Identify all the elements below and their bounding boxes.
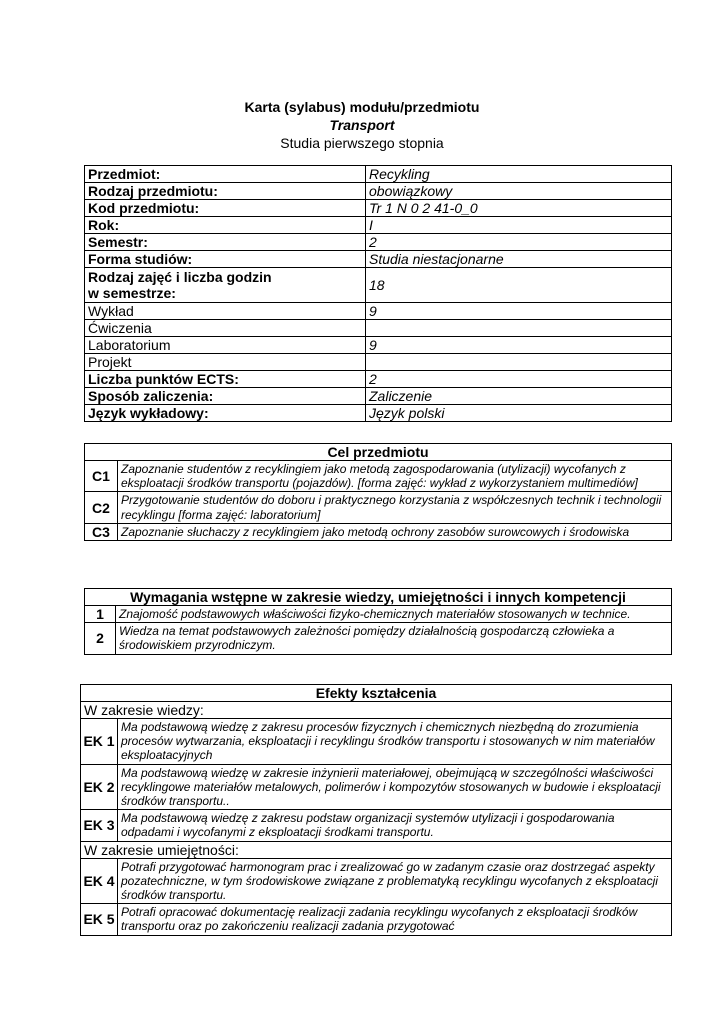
info-value: Język polski	[366, 405, 672, 422]
info-label: Język wykładowy:	[85, 405, 366, 422]
info-value: Recykling	[366, 166, 672, 183]
course-objectives-table	[84, 443, 672, 541]
row-code: EK 1	[81, 719, 118, 765]
row-code: C2	[85, 492, 118, 523]
info-label: Kod przedmiotu:	[85, 200, 366, 217]
document-header	[0, 98, 724, 152]
info-label: Semestr:	[85, 234, 366, 251]
info-value: Tr 1 N 0 2 41-0_0	[366, 200, 672, 217]
info-value: Zaliczenie	[366, 388, 672, 405]
document-title: Karta (sylabus) modułu/przedmiotu	[244, 99, 480, 115]
info-row	[85, 388, 672, 405]
knowledge-subheader: W zakresie wiedzy:	[81, 702, 672, 719]
row-text: Zapoznanie studentów z recyklingiem jako metodą zagospodarowania (utylizacji) wycofanych z eksploatacji środków transportu (pojazdów). [forma zajęć: wykład z wykorzystaniem multimediów]	[118, 461, 672, 492]
objective-row	[85, 461, 672, 492]
info-label: Rodzaj przedmiotu:	[85, 183, 366, 200]
row-code: 2	[85, 623, 116, 654]
objectives-title: Cel przedmiotu	[85, 444, 672, 461]
prerequisites-table	[84, 588, 672, 655]
row-code: C1	[85, 461, 118, 492]
info-row	[85, 268, 672, 303]
info-label: Projekt	[85, 354, 366, 371]
info-label: Laboratorium	[85, 337, 366, 354]
row-code: EK 5	[81, 904, 118, 935]
row-text: Zapoznanie słuchaczy z recyklingiem jako metodą ochrony zasobów surowcowych i środowiska	[118, 523, 672, 540]
info-value: I	[366, 217, 672, 234]
row-code: C3	[85, 523, 118, 540]
info-row	[85, 371, 672, 388]
info-value: Studia niestacjonarne	[366, 251, 672, 268]
info-row	[85, 166, 672, 183]
course-info-table	[84, 165, 672, 422]
info-label: Forma studiów:	[85, 251, 366, 268]
row-text: Potrafi opracować dokumentację realizacji zadania recyklingu wycofanych z eksploatacji środków transportu oraz po zakończeniu realizacji zadania przygotować	[118, 904, 672, 935]
info-row	[85, 354, 672, 371]
row-code: EK 3	[81, 810, 118, 841]
info-value: obowiązkowy	[366, 183, 672, 200]
row-text: Znajomość podstawowych właściwości fizyko-chemicznych materiałów stosowanych w technice.	[116, 606, 672, 623]
objective-row	[85, 523, 672, 540]
info-value	[366, 354, 672, 371]
info-label: Liczba punktów ECTS:	[85, 371, 366, 388]
info-row	[85, 217, 672, 234]
objective-row	[85, 492, 672, 523]
outcome-row	[81, 904, 672, 935]
info-row	[85, 200, 672, 217]
info-row	[85, 320, 672, 337]
info-label: Rok:	[85, 217, 366, 234]
info-row	[85, 234, 672, 251]
row-text: Wiedza na temat podstawowych zależności pomiędzy działalnością gospodarczą człowieka a środowiskiem przyrodniczym.	[116, 623, 672, 654]
prerequisite-row	[85, 623, 672, 654]
learning-outcomes-table	[80, 684, 672, 936]
info-value: 2	[366, 234, 672, 251]
info-row	[85, 405, 672, 422]
outcome-row	[81, 810, 672, 841]
outcome-row	[81, 719, 672, 765]
info-label: Przedmiot:	[85, 166, 366, 183]
skills-subheader: W zakresie umiejętności:	[81, 841, 672, 858]
row-text: Ma podstawową wiedzę w zakresie inżynierii materiałowej, obejmującą w szczególności właściwości recyklingowe materiałów metalowych, polimerów i kompozytów stosowanych w budowie i eksploatacji środków transportu..	[118, 764, 672, 810]
info-row	[85, 303, 672, 320]
row-text: Ma podstawową wiedzę z zakresu podstaw organizacji systemów utylizacji i gospodarowania odpadami i wycofanymi z eksploatacji środkami transportu.	[118, 810, 672, 841]
row-code: EK 4	[81, 858, 118, 904]
info-value: 9	[366, 337, 672, 354]
info-label: Rodzaj zajęć i liczba godzin w semestrze:	[85, 268, 366, 303]
outcomes-title: Efekty kształcenia	[81, 685, 672, 702]
prerequisites-title: Wymagania wstępne w zakresie wiedzy, umiejętności i innych kompetencji	[85, 589, 672, 606]
info-value	[366, 320, 672, 337]
info-value: 18	[366, 268, 672, 303]
prerequisite-row	[85, 606, 672, 623]
outcome-row	[81, 858, 672, 904]
info-label: Ćwiczenia	[85, 320, 366, 337]
info-row	[85, 337, 672, 354]
info-label: Wykład	[85, 303, 366, 320]
row-text: Przygotowanie studentów do doboru i praktycznego korzystania z współczesnych technik i technologii recyklingu [forma zajęć: laboratorium]	[118, 492, 672, 523]
info-row	[85, 251, 672, 268]
field-of-study: Transport	[329, 117, 395, 133]
row-text: Ma podstawową wiedzę z zakresu procesów fizycznych i chemicznych niezbędną do zrozumienia procesów wytwarzania, eksploatacji i recyklingu środków transportu i stosowanych w nim materiałów eksploatacyjnych	[118, 719, 672, 765]
row-code: EK 2	[81, 764, 118, 810]
info-value: 2	[366, 371, 672, 388]
info-row	[85, 183, 672, 200]
info-value: 9	[366, 303, 672, 320]
outcome-row	[81, 764, 672, 810]
info-label: Sposób zaliczenia:	[85, 388, 366, 405]
study-level: Studia pierwszego stopnia	[280, 135, 444, 151]
row-text: Potrafi przygotować harmonogram prac i zrealizować go w zadanym czasie oraz dostrzegać aspekty pozatechniczne, w tym środowiskowe związane z problematyką recyklingu wycofanych z eksploatacji środków transportu.	[118, 858, 672, 904]
row-code: 1	[85, 606, 116, 623]
